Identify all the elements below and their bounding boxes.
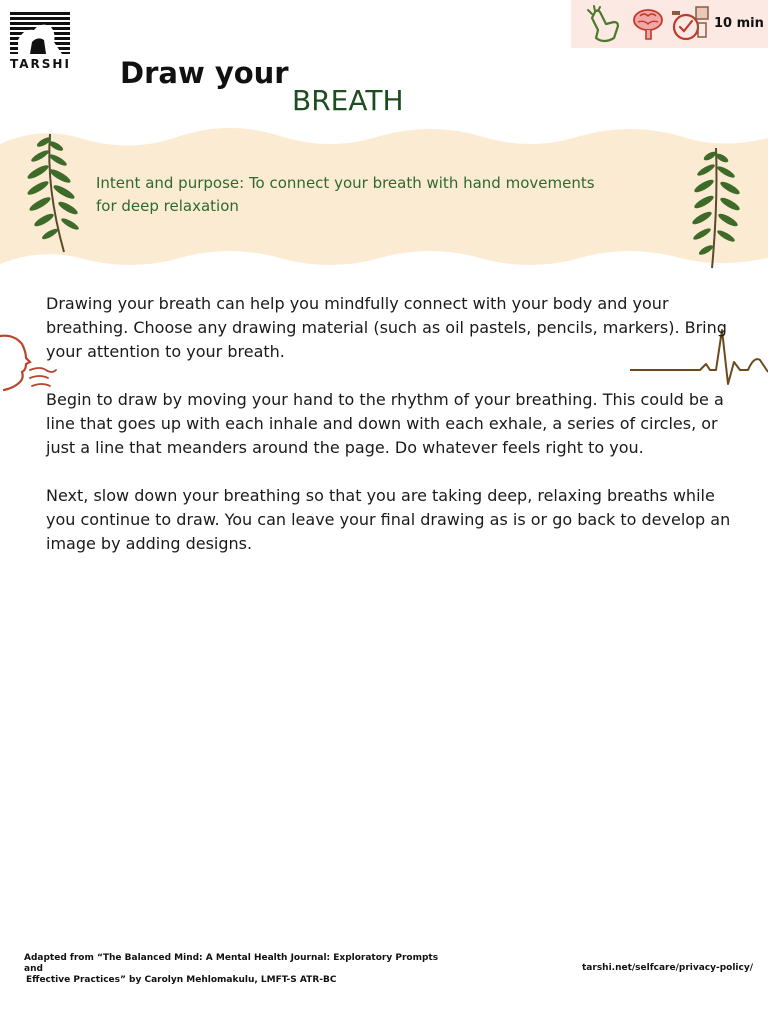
instructions [46,292,736,580]
instruction-paragraph: Drawing your breath can help you mindfully connect with your body and your breathing. Choose any drawing material (such as oil pastels, pencils, markers). Bring your attention to your breath. [46,294,727,361]
footer-url-link[interactable]: tarshi.net/selfcare/privacy-policy/ [582,963,754,973]
brain-icon [630,6,666,42]
intent-text: Intent and purpose: To connect your breath with hand movements for deep relaxation [96,174,595,215]
instruction-paragraph: Next, slow down your breathing so that you are taking deep, relaxing breaths while you continue to draw. You can leave your final drawing as is or go back to develop an image by adding designs. [46,486,731,553]
hand-icon [584,4,624,44]
instruction-paragraph: Begin to draw by moving your hand to the rhythm of your breathing. This could be a line that goes up with each inhale and down with each exhale, a series of circles, or just a line that meanders around the page. Do whatever feels right to you. [46,390,724,457]
footer-credit-line2: Effective Practices” by Carolyn Mehlomakulu, LMFT-S ATR-BC [26,975,337,985]
page-title-line1: Draw your [120,56,289,90]
footer-credit-line1: Adapted from “The Balanced Mind: A Mental Health Journal: Exploratory Prompts and [24,953,439,974]
duration-label: 10 min [714,16,764,31]
leaf-branch-right-icon [690,144,752,272]
page-title-line2: BREATH [292,84,404,117]
footer-credit [24,953,444,986]
logo-wordmark: TARSHI [10,57,71,71]
leaf-branch-left-icon [12,128,82,256]
tarshi-logo-mark [10,12,70,54]
tools-icon [670,5,710,43]
